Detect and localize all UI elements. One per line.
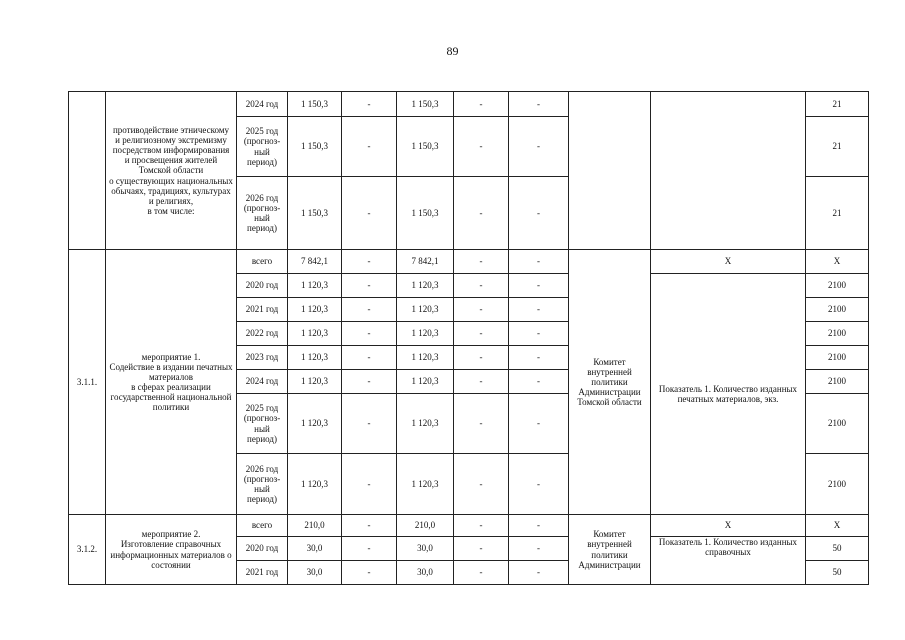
dash-cell: - xyxy=(342,394,397,454)
value-cell: Х xyxy=(806,250,869,274)
dash-cell: - xyxy=(454,370,509,394)
total-cell: 1 120,3 xyxy=(288,298,342,322)
amount-cell: 1 120,3 xyxy=(397,274,454,298)
value-cell: Х xyxy=(806,515,869,537)
dash-cell: - xyxy=(342,298,397,322)
total-cell: 30,0 xyxy=(288,537,342,561)
year-cell: 2021 год xyxy=(237,561,288,585)
page-number: 89 xyxy=(446,44,459,58)
dash-cell: - xyxy=(342,322,397,346)
dash-cell: - xyxy=(509,177,569,250)
row-number-cell: 3.1.1. xyxy=(69,250,106,515)
table-row xyxy=(69,515,869,537)
table-row xyxy=(69,92,869,117)
amount-cell: 1 120,3 xyxy=(397,322,454,346)
dash-cell: - xyxy=(342,454,397,515)
amount-cell: 1 120,3 xyxy=(397,394,454,454)
description-cell: мероприятие 2. Изготовление справочных информационных материалов о состоянии xyxy=(106,515,237,585)
year-cell: 2022 год xyxy=(237,322,288,346)
description-cell: противодействие этническому и религиозному экстремизму посредством информирования и просвещения жителей Томской области о существующих национальных обычаях, традициях, культурах и религиях, в том числе: xyxy=(106,92,237,250)
amount-cell: 30,0 xyxy=(397,537,454,561)
dash-cell: - xyxy=(509,322,569,346)
value-cell: 50 xyxy=(806,537,869,561)
dash-cell: - xyxy=(342,92,397,117)
year-cell: 2025 год (прогноз- ный период) xyxy=(237,394,288,454)
dash-cell: - xyxy=(454,117,509,177)
executor-cell xyxy=(569,92,651,250)
amount-cell: 30,0 xyxy=(397,561,454,585)
dash-cell: - xyxy=(509,515,569,537)
total-cell: 1 120,3 xyxy=(288,370,342,394)
dash-cell: - xyxy=(342,250,397,274)
value-cell: 21 xyxy=(806,92,869,117)
amount-cell: 210,0 xyxy=(397,515,454,537)
total-cell: 7 842,1 xyxy=(288,250,342,274)
indicator-head-cell: Х xyxy=(651,515,806,537)
dash-cell: - xyxy=(342,515,397,537)
dash-cell: - xyxy=(509,92,569,117)
dash-cell: - xyxy=(509,298,569,322)
total-cell: 1 120,3 xyxy=(288,322,342,346)
value-cell: 2100 xyxy=(806,322,869,346)
dash-cell: - xyxy=(454,250,509,274)
total-cell: 1 120,3 xyxy=(288,454,342,515)
dash-cell: - xyxy=(509,537,569,561)
year-cell: 2024 год xyxy=(237,92,288,117)
description-cell: мероприятие 1. Содействие в издании печатных материалов в сферах реализации государственной национальной политики xyxy=(106,250,237,515)
value-cell: 50 xyxy=(806,561,869,585)
dash-cell: - xyxy=(454,561,509,585)
row-number-cell: 3.1.2. xyxy=(69,515,106,585)
value-cell: 21 xyxy=(806,117,869,177)
dash-cell: - xyxy=(509,274,569,298)
year-cell: 2026 год (прогноз- ный период) xyxy=(237,454,288,515)
dash-cell: - xyxy=(342,561,397,585)
dash-cell: - xyxy=(454,177,509,250)
year-cell: 2026 год (прогноз- ный период) xyxy=(237,177,288,250)
dash-cell: - xyxy=(509,454,569,515)
dash-cell: - xyxy=(454,92,509,117)
amount-cell: 1 150,3 xyxy=(397,117,454,177)
year-cell: всего xyxy=(237,515,288,537)
indicator-cell xyxy=(651,92,806,250)
total-cell: 1 120,3 xyxy=(288,274,342,298)
year-cell: 2024 год xyxy=(237,370,288,394)
value-cell: 2100 xyxy=(806,394,869,454)
dash-cell: - xyxy=(454,394,509,454)
dash-cell: - xyxy=(454,454,509,515)
dash-cell: - xyxy=(342,274,397,298)
year-cell: 2020 год xyxy=(237,274,288,298)
executor-cell: Комитет внутренней политики Администрации Томской области xyxy=(569,250,651,515)
dash-cell: - xyxy=(509,561,569,585)
amount-cell: 7 842,1 xyxy=(397,250,454,274)
dash-cell: - xyxy=(454,537,509,561)
total-cell: 1 150,3 xyxy=(288,177,342,250)
dash-cell: - xyxy=(342,117,397,177)
total-cell: 1 150,3 xyxy=(288,92,342,117)
year-cell: 2021 год xyxy=(237,298,288,322)
indicator-cell: Показатель 1. Количество изданных печатных материалов, экз. xyxy=(651,274,806,515)
program-table xyxy=(68,91,869,585)
dash-cell: - xyxy=(509,117,569,177)
total-cell: 1 120,3 xyxy=(288,346,342,370)
value-cell: 2100 xyxy=(806,346,869,370)
year-cell: всего xyxy=(237,250,288,274)
dash-cell: - xyxy=(342,177,397,250)
indicator-head-cell: Х xyxy=(651,250,806,274)
dash-cell: - xyxy=(509,394,569,454)
value-cell: 2100 xyxy=(806,370,869,394)
dash-cell: - xyxy=(509,346,569,370)
value-cell: 2100 xyxy=(806,274,869,298)
year-cell: 2023 год xyxy=(237,346,288,370)
amount-cell: 1 150,3 xyxy=(397,177,454,250)
indicator-cell: Показатель 1. Количество изданных справочных xyxy=(651,537,806,585)
executor-cell: Комитет внутренней политики Администрации xyxy=(569,515,651,585)
total-cell: 210,0 xyxy=(288,515,342,537)
total-cell: 1 120,3 xyxy=(288,394,342,454)
row-number-cell xyxy=(69,92,106,250)
amount-cell: 1 150,3 xyxy=(397,92,454,117)
table-row xyxy=(69,250,869,274)
year-cell: 2025 год (прогноз- ный период) xyxy=(237,117,288,177)
total-cell: 1 150,3 xyxy=(288,117,342,177)
dash-cell: - xyxy=(454,274,509,298)
year-cell: 2020 год xyxy=(237,537,288,561)
amount-cell: 1 120,3 xyxy=(397,346,454,370)
dash-cell: - xyxy=(509,370,569,394)
dash-cell: - xyxy=(454,298,509,322)
dash-cell: - xyxy=(342,537,397,561)
amount-cell: 1 120,3 xyxy=(397,370,454,394)
dash-cell: - xyxy=(342,370,397,394)
dash-cell: - xyxy=(454,515,509,537)
value-cell: 2100 xyxy=(806,298,869,322)
dash-cell: - xyxy=(454,322,509,346)
total-cell: 30,0 xyxy=(288,561,342,585)
dash-cell: - xyxy=(454,346,509,370)
dash-cell: - xyxy=(509,250,569,274)
dash-cell: - xyxy=(342,346,397,370)
amount-cell: 1 120,3 xyxy=(397,454,454,515)
value-cell: 2100 xyxy=(806,454,869,515)
amount-cell: 1 120,3 xyxy=(397,298,454,322)
value-cell: 21 xyxy=(806,177,869,250)
